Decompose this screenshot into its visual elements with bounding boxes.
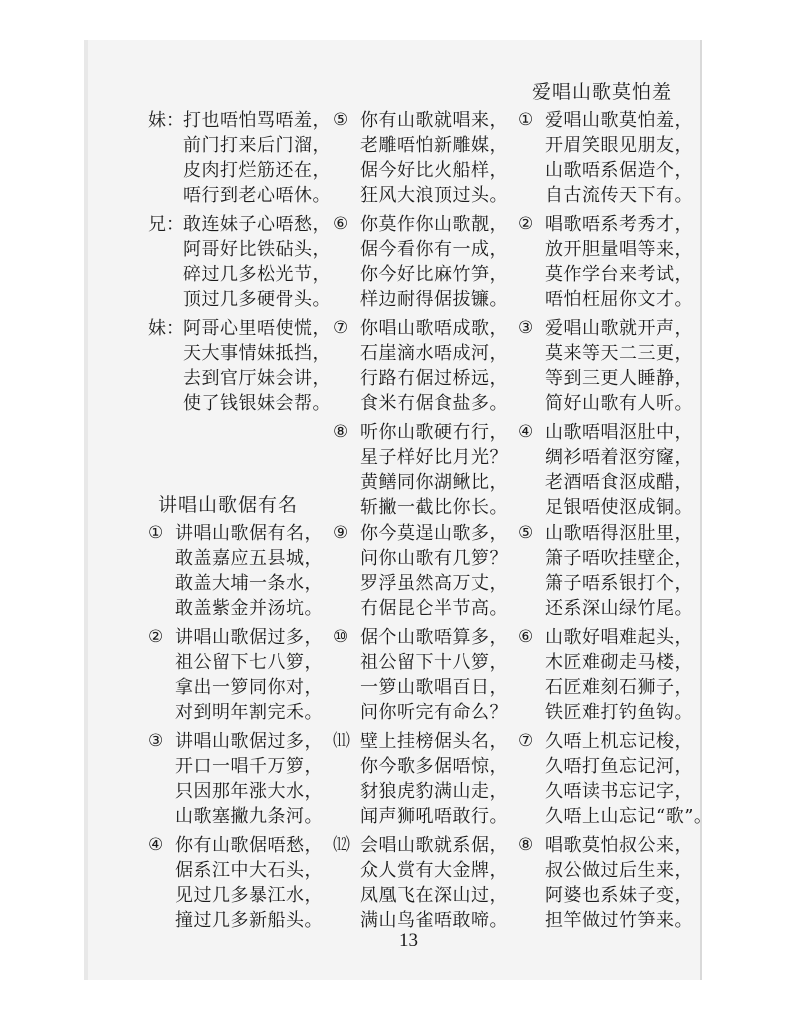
verse-line: 拿出一箩同你对， (175, 677, 323, 698)
verse-number: ⑧ (333, 422, 349, 442)
verse-line: 你唱山歌唔成歌， (360, 318, 508, 339)
speaker-label: 兄： (148, 214, 184, 235)
verse-line: 会唱山歌就系倨， (360, 835, 508, 856)
verse-line: 等到三更人睡静， (545, 368, 693, 389)
verse-line: 久唔上机忘记梭， (545, 731, 693, 752)
verse-line: 倨个山歌唔算多， (360, 627, 508, 648)
verse-number: ③ (148, 731, 164, 751)
verse-number: ⑦ (333, 318, 349, 338)
verse-line: 木匠难砌走马楼， (545, 652, 693, 673)
verse-line: 简好山歌有人听。 (545, 393, 693, 414)
verse-line: 讲唱山歌倨有名， (175, 523, 323, 544)
verse-number: ④ (518, 422, 534, 442)
verse-line: 讲唱山歌倨过多， (175, 731, 323, 752)
verse-number: ② (518, 214, 534, 234)
verse-line: 罗浮虽然高万丈， (360, 573, 508, 594)
verse-line: 前门打来后门溜， (183, 135, 331, 156)
verse-line: 冇倨昆仑半节高。 (360, 598, 508, 619)
verse-line: 爱唱山歌莫怕羞， (545, 110, 693, 131)
verse-line: 闻声狮吼唔敢行。 (360, 806, 508, 827)
verse-line: 唱歌唔系考秀才， (545, 214, 693, 235)
verse-number: ⑦ (518, 731, 534, 751)
verse-line: 莫作学台来考试， (545, 264, 693, 285)
verse-line: 老雕唔怕新雕媒， (360, 135, 508, 156)
verse-line: 一箩山歌唱百日， (360, 677, 508, 698)
verse-line: 皮肉打烂筋还在， (183, 160, 331, 181)
verse-line: 敢连妹子心唔愁， (183, 214, 331, 235)
verse-line: 唔怕枉屈你文才。 (545, 289, 693, 310)
verse-line: 爱唱山歌就开声， (545, 318, 693, 339)
verse-line: 撞过几多新船头。 (175, 910, 323, 931)
verse-line: 众人赏有大金牌， (360, 860, 508, 881)
verse-line: 倨系江中大石头， (175, 860, 323, 881)
verse-line: 还系深山绿竹尾。 (545, 598, 693, 619)
verse-line: 久唔打鱼忘记河， (545, 756, 693, 777)
verse-line: 豺狼虎豹满山走， (360, 781, 508, 802)
verse-line: 满山鸟雀唔敢啼。 (360, 910, 508, 931)
verse-line: 听你山歌硬冇行， (360, 422, 508, 443)
verse-line: 打也唔怕骂唔羞， (183, 110, 331, 131)
verse-line: 唔行到老心唔休。 (183, 185, 331, 206)
verse-line: 你有山歌就唱来， (360, 110, 508, 131)
verse-line: 你今莫逞山歌多， (360, 523, 508, 544)
verse-number: ⑿ (333, 835, 350, 855)
verse-line: 祖公留下十八箩， (360, 652, 508, 673)
verse-line: 行路冇倨过桥远， (360, 368, 508, 389)
right-section-heading: 爱唱山歌莫怕羞 (532, 81, 673, 103)
verse-line: 讲唱山歌倨过多， (175, 627, 323, 648)
verse-number: ⑾ (333, 731, 350, 751)
verse-line: 天大事情妹抵挡， (183, 343, 331, 364)
verse-line: 对到明年割完禾。 (175, 702, 323, 723)
verse-number: ⑤ (518, 523, 534, 543)
verse-line: 山歌好唱难起头， (545, 627, 693, 648)
verse-line: 久唔读书忘记字， (545, 781, 693, 802)
verse-line: 问你听完有命么？ (360, 702, 508, 723)
verse-line: 老酒唔食沤成醋， (545, 472, 693, 493)
verse-line: 箫子唔吹挂壁企， (545, 548, 693, 569)
verse-line: 敢盖紫金并汤坑。 (175, 598, 323, 619)
verse-number: ① (148, 523, 164, 543)
left-section-heading: 讲唱山歌倨有名 (158, 494, 299, 516)
verse-line: 石崖滴水唔成河， (360, 343, 508, 364)
verse-line: 绸衫唔着沤穷窿， (545, 447, 693, 468)
verse-line: 祖公留下七八箩， (175, 652, 323, 673)
verse-line: 你今好比麻竹笋， (360, 264, 508, 285)
verse-line: 样边耐得倨拔镰。 (360, 289, 508, 310)
verse-number: ⑩ (333, 627, 349, 647)
verse-line: 碎过几多松光节， (183, 264, 331, 285)
verse-number: ④ (148, 835, 164, 855)
verse-line: 问你山歌有几箩？ (360, 548, 508, 569)
verse-line: 自古流传天下有。 (545, 185, 693, 206)
speaker-label: 妹： (148, 318, 184, 339)
verse-number: ⑤ (333, 110, 349, 130)
verse-line: 敢盖嘉应五县城， (175, 548, 323, 569)
verse-line: 箫子唔系银打个， (545, 573, 693, 594)
speaker-label: 妹： (148, 110, 184, 131)
verse-line: 久唔上山忘记“歌”。 (545, 806, 713, 827)
verse-number: ⑥ (518, 627, 534, 647)
verse-line: 你莫作你山歌靓， (360, 214, 508, 235)
verse-line: 足银唔使沤成铜。 (545, 497, 693, 518)
verse-line: 黄鳝同你湖鳅比， (360, 472, 508, 493)
verse-line: 山歌塞撇九条河。 (175, 806, 323, 827)
verse-line: 顶过几多硬骨头。 (183, 289, 331, 310)
verse-number: ⑥ (333, 214, 349, 234)
verse-number: ⑧ (518, 835, 534, 855)
verse-line: 山歌唔得沤肚里， (545, 523, 693, 544)
verse-line: 只因那年涨大水， (175, 781, 323, 802)
verse-line: 山歌唔系倨造个， (545, 160, 693, 181)
verse-line: 阿婆也系妹子变， (545, 885, 693, 906)
verse-line: 倨今看你有一成， (360, 239, 508, 260)
verse-line: 斩撇一截比你长。 (360, 497, 508, 518)
verse-line: 去到官厅妹会讲， (183, 368, 331, 389)
verse-number: ⑨ (333, 523, 349, 543)
verse-line: 使了钱银妹会帮。 (183, 393, 331, 414)
verse-number: ① (518, 110, 534, 130)
verse-line: 阿哥心里唔使慌， (183, 318, 331, 339)
verse-line: 见过几多暴江水， (175, 885, 323, 906)
verse-line: 开眉笑眼见朋友， (545, 135, 693, 156)
verse-line: 壁上挂榜倨头名， (360, 731, 508, 752)
verse-line: 莫来等天二三更， (545, 343, 693, 364)
verse-number: ③ (518, 318, 534, 338)
verse-line: 石匠难刻石狮子， (545, 677, 693, 698)
page-number: 13 (399, 930, 418, 951)
verse-number: ② (148, 627, 164, 647)
verse-line: 山歌唔唱沤肚中， (545, 422, 693, 443)
verse-line: 食米冇倨食盐多。 (360, 393, 508, 414)
verse-line: 你有山歌倨唔愁， (175, 835, 323, 856)
verse-line: 星子样好比月光？ (360, 447, 508, 468)
verse-line: 担竿做过竹笋来。 (545, 910, 693, 931)
verse-line: 唱歌莫怕叔公来， (545, 835, 693, 856)
verse-line: 阿哥好比铁砧头， (183, 239, 331, 260)
verse-line: 狂风大浪顶过头。 (360, 185, 508, 206)
verse-line: 开口一唱千万箩， (175, 756, 323, 777)
verse-line: 凤凰飞在深山过， (360, 885, 508, 906)
verse-line: 叔公做过后生来， (545, 860, 693, 881)
verse-line: 放开胆量唱等来， (545, 239, 693, 260)
verse-line: 铁匠难打钓鱼钩。 (545, 702, 693, 723)
verse-line: 你今歌多倨唔惊， (360, 756, 508, 777)
verse-line: 敢盖大埔一条水， (175, 573, 323, 594)
verse-line: 倨今好比火船样， (360, 160, 508, 181)
